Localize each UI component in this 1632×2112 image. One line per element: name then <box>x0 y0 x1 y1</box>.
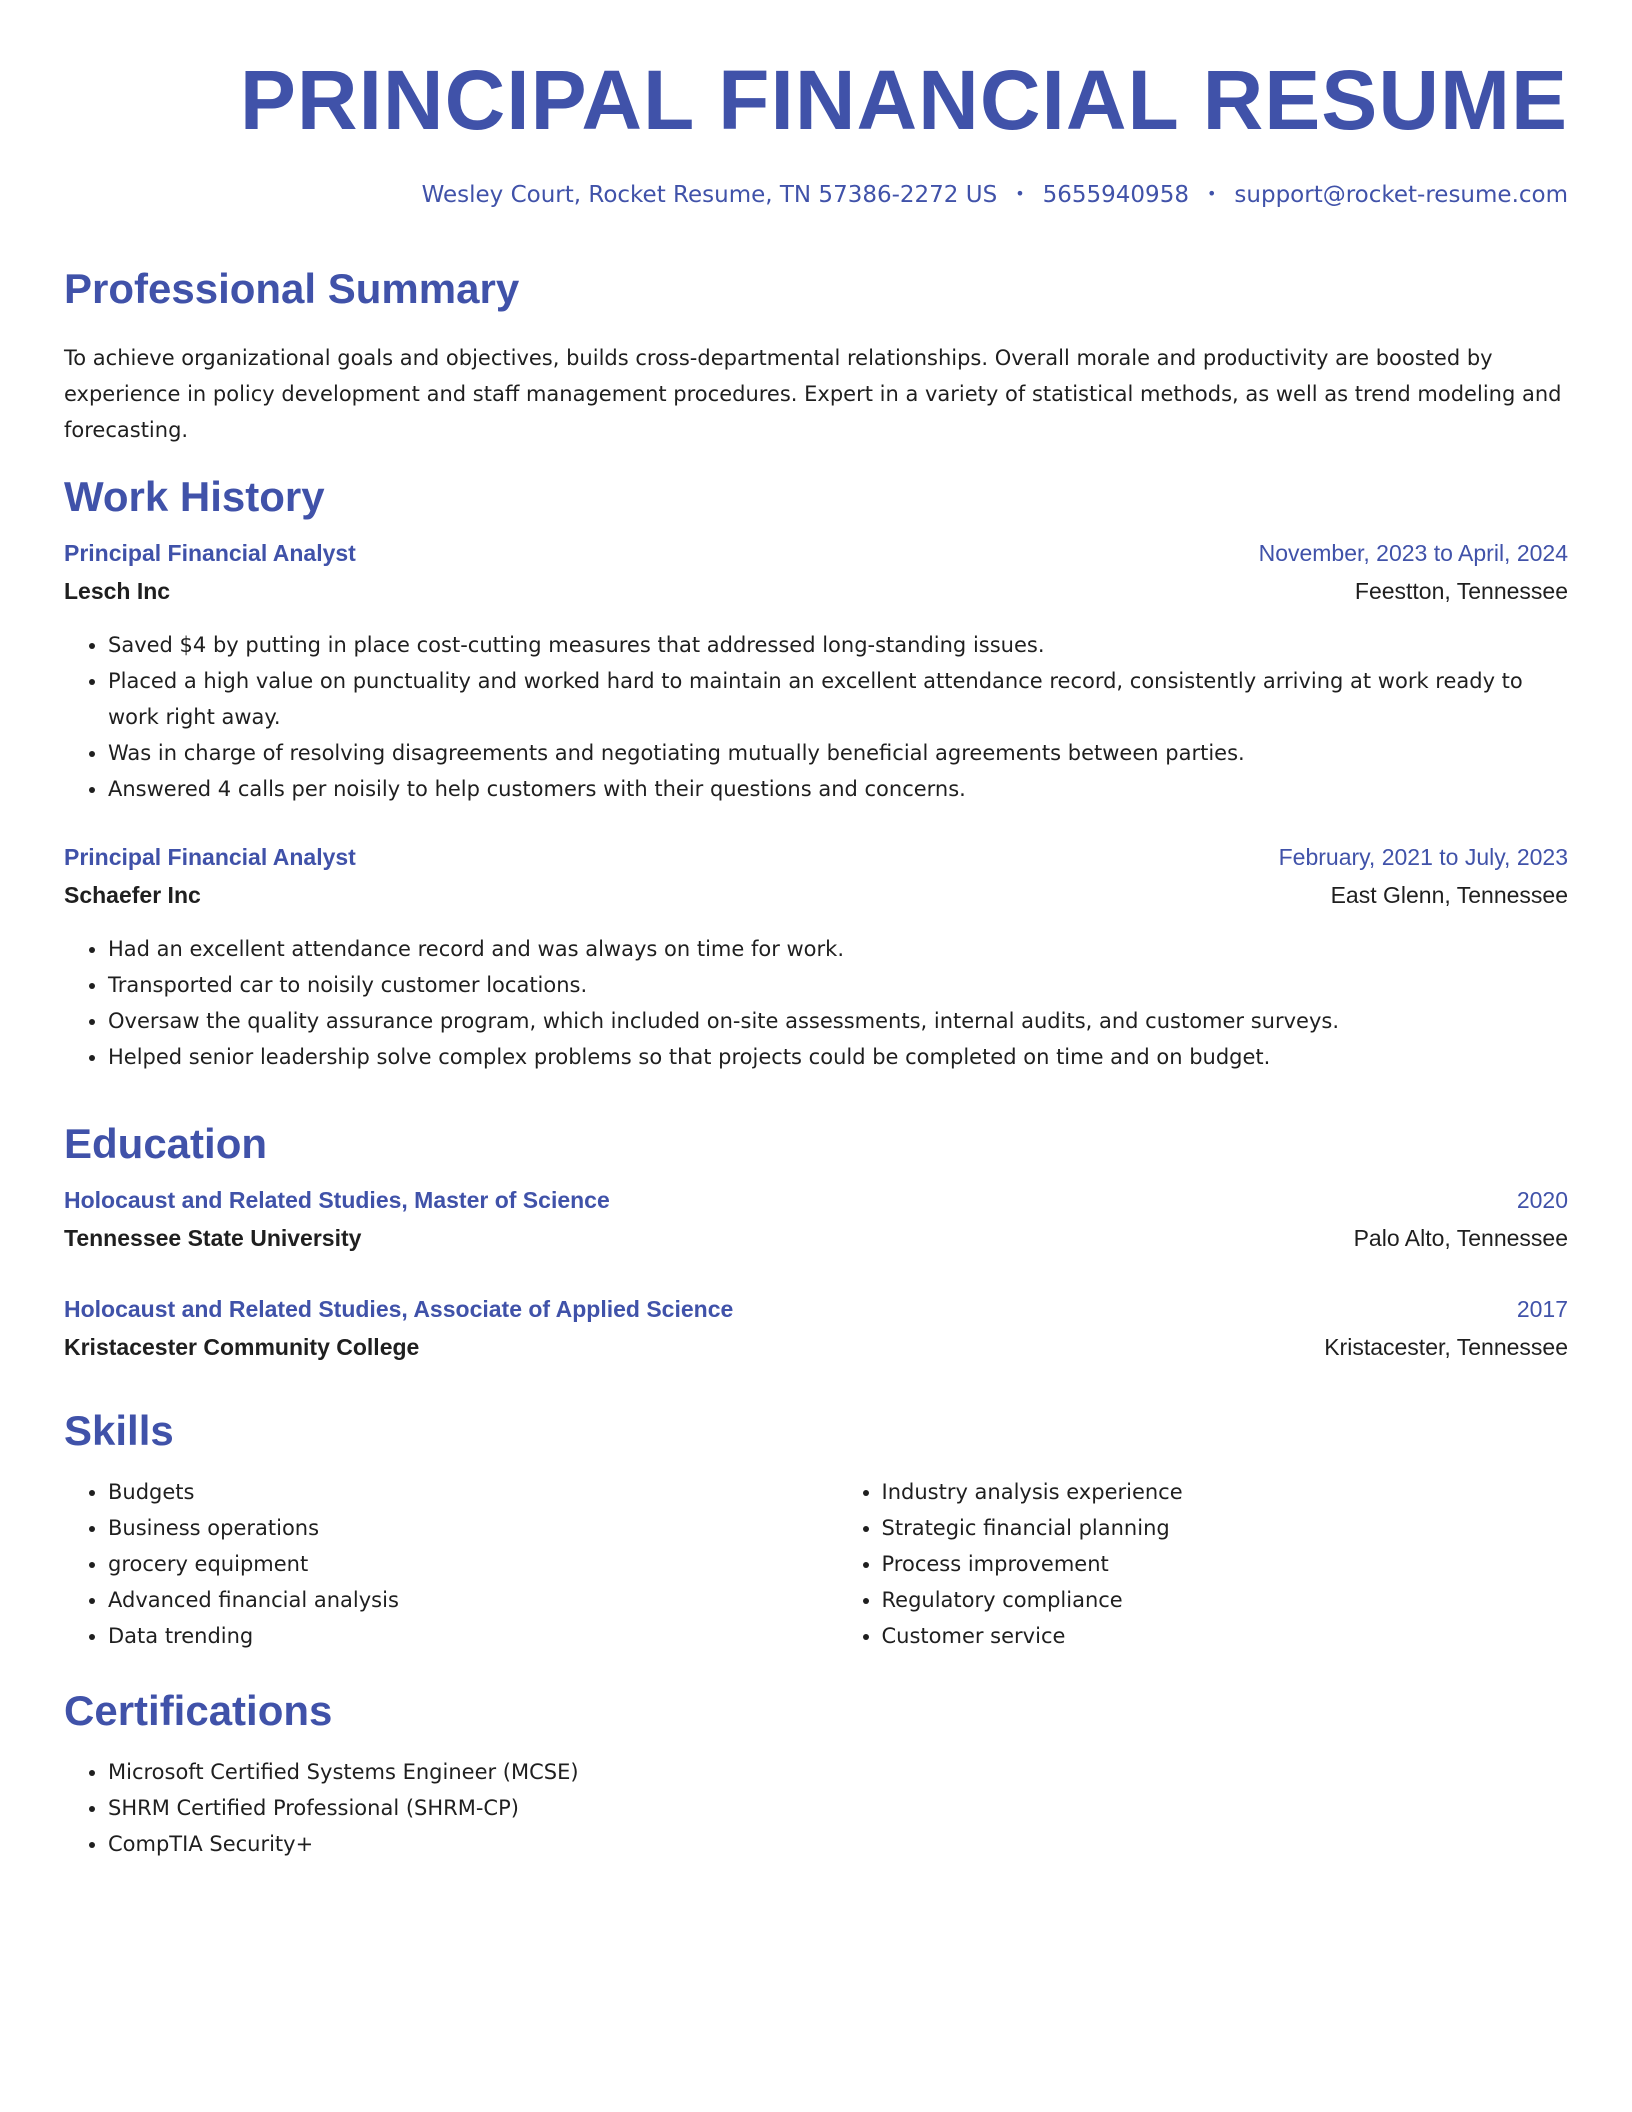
job-title-row <box>64 844 1568 871</box>
education-degree: Holocaust and Related Studies, Master of Science <box>64 1187 610 1213</box>
education-degree-row <box>64 1187 1568 1214</box>
skills-heading: Skills <box>64 1407 174 1454</box>
education-entry <box>64 1187 1568 1252</box>
education-section <box>64 1120 1568 1360</box>
education-school: Kristacester Community College <box>64 1334 420 1360</box>
skill-item: • Advanced financial analysis <box>108 1582 795 1618</box>
skills-grid <box>64 1474 1568 1654</box>
contact-separator: • <box>1206 184 1217 203</box>
certifications-list <box>64 1754 1568 1862</box>
contact-email[interactable]: support@rocket-resume.com <box>1234 182 1568 208</box>
certification-item: • Microsoft Certified Systems Engineer (MCSE) <box>108 1754 1568 1790</box>
contact-phone[interactable]: 5655940958 <box>1042 182 1189 208</box>
contact-separator: • <box>1015 184 1025 203</box>
job-company: Lesch Inc <box>64 578 171 604</box>
education-heading: Education <box>64 1120 268 1167</box>
work-history-section <box>64 473 1568 1069</box>
resume-title: PRINCIPAL FINANCIAL RESUME <box>239 53 1568 147</box>
job-company-row <box>64 578 1568 605</box>
work-history-heading: Work History <box>64 473 325 520</box>
job-bullet: • Was in charge of resolving disagreements and negotiating mutually beneficial agreements between parties. <box>108 735 1568 771</box>
education-school-row <box>64 1334 1568 1361</box>
summary-section <box>64 265 1568 448</box>
skill-item: • Customer service <box>882 1618 1569 1654</box>
job-location: Feestton, Tennessee <box>1354 578 1568 604</box>
education-degree: Holocaust and Related Studies, Associate of Applied Science <box>64 1296 734 1322</box>
job-bullet: • Transported car to noisily customer locations. <box>108 967 1568 1003</box>
skill-item: • Strategic financial planning <box>882 1510 1569 1546</box>
certifications-section <box>64 1687 1568 1862</box>
job-company: Schaefer Inc <box>64 882 201 908</box>
job-bullet: • Saved $4 by putting in place cost-cutting measures that addressed long-standing issues. <box>108 627 1568 663</box>
resume-page <box>64 0 1568 1856</box>
skills-section <box>64 1407 1568 1654</box>
job-bullet: • Answered 4 calls per noisily to help customers with their questions and concerns. <box>108 771 1568 807</box>
skill-item: • Process improvement <box>882 1546 1569 1582</box>
skill-item: • Business operations <box>108 1510 795 1546</box>
certification-item: • SHRM Certified Professional (SHRM-CP) <box>108 1790 1568 1826</box>
skill-item: • Regulatory compliance <box>882 1582 1569 1618</box>
skills-column-right <box>795 1474 1569 1654</box>
job-bullet: • Placed a high value on punctuality and worked hard to maintain an excellent attendance record, consistently arriving at work ready to work right away. <box>108 663 1568 735</box>
job-entry <box>64 844 1568 1075</box>
job-bullets <box>64 627 1568 807</box>
summary-text: To achieve organizational goals and objectives, builds cross-departmental relationships. Overall morale and productivity are boosted by experience in policy development and staff management procedures. Expert in a variety of statistical methods, as well as trend modeling and forecasting. <box>64 346 1562 442</box>
skill-item: • Data trending <box>108 1618 795 1654</box>
education-location: Palo Alto, Tennessee <box>1353 1225 1568 1251</box>
job-bullet: • Helped senior leadership solve complex problems so that projects could be completed on time and on budget. <box>108 1039 1568 1075</box>
skills-column-left <box>64 1474 795 1654</box>
job-company-row <box>64 882 1568 909</box>
education-year: 2017 <box>1516 1296 1568 1322</box>
contact-address: Wesley Court, Rocket Resume, TN 57386-2272 US <box>421 182 998 208</box>
contact-line <box>64 182 1568 210</box>
skill-item: • grocery equipment <box>108 1546 795 1582</box>
job-entry <box>64 540 1568 807</box>
education-school-row <box>64 1225 1568 1252</box>
skill-item: • Industry analysis experience <box>882 1474 1569 1510</box>
education-school: Tennessee State University <box>64 1225 362 1251</box>
job-title: Principal Financial Analyst <box>64 844 356 870</box>
job-location: East Glenn, Tennessee <box>1330 882 1568 908</box>
job-dates: November, 2023 to April, 2024 <box>1258 540 1568 566</box>
certifications-heading: Certifications <box>64 1687 333 1734</box>
job-bullets <box>64 931 1568 1075</box>
job-title: Principal Financial Analyst <box>64 540 356 566</box>
job-bullet: • Oversaw the quality assurance program, which included on-site assessments, internal audits, and customer surveys. <box>108 1003 1568 1039</box>
certification-item: • CompTIA Security+ <box>108 1826 1568 1862</box>
job-title-row <box>64 540 1568 567</box>
skill-item: • Budgets <box>108 1474 795 1510</box>
education-year: 2020 <box>1516 1187 1568 1213</box>
job-dates: February, 2021 to July, 2023 <box>1278 844 1568 870</box>
education-degree-row <box>64 1296 1568 1323</box>
job-bullet: • Had an excellent attendance record and was always on time for work. <box>108 931 1568 967</box>
education-location: Kristacester, Tennessee <box>1324 1334 1568 1360</box>
summary-heading: Professional Summary <box>64 265 520 312</box>
education-entry <box>64 1296 1568 1361</box>
